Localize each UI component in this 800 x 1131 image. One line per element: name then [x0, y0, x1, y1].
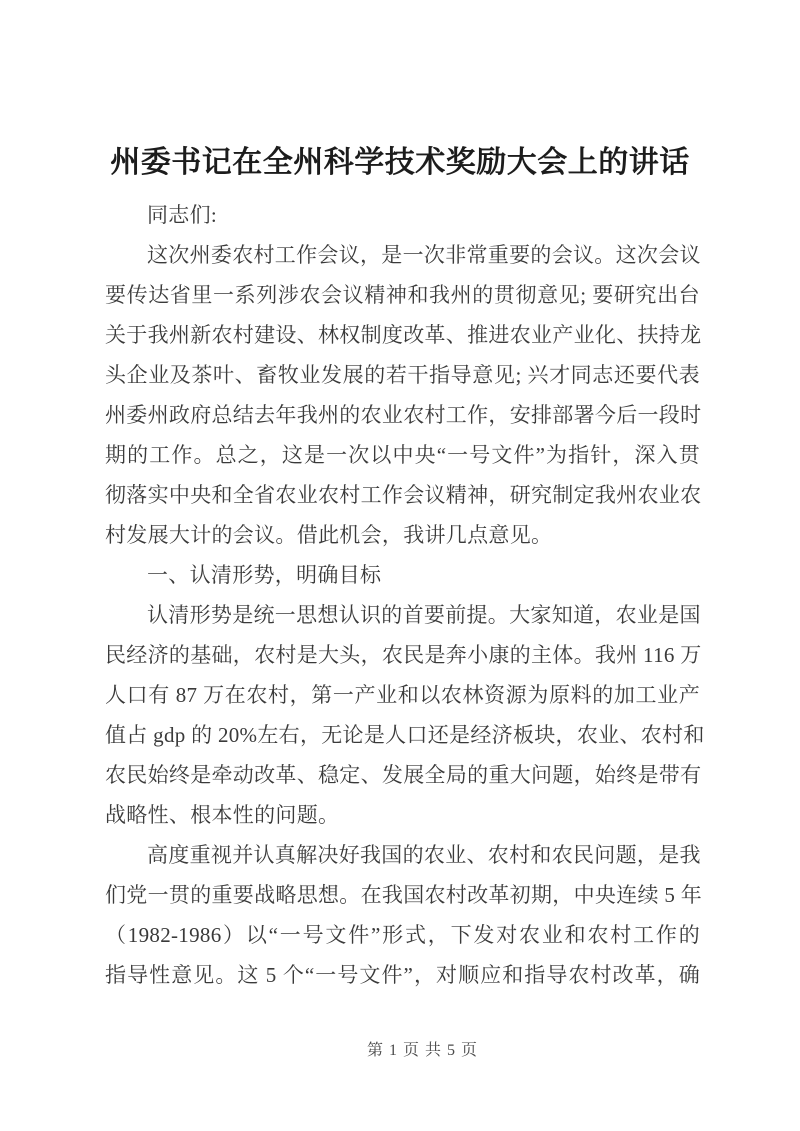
text-line: 要传达省里一系列涉农会议精神和我州的贯彻意见; 要研究出台: [105, 283, 700, 307]
paragraph: [105, 835, 700, 995]
paragraph-salutation: [105, 195, 700, 235]
text-line: 高度重视并认真解决好我国的农业、农村和农民问题，是我: [147, 843, 701, 867]
page-title: 州委书记在全州科学技术奖励大会上的讲话: [110, 146, 690, 179]
text-line: 战略性、根本性的问题。: [105, 803, 340, 827]
text-line: 们党一贯的重要战略思想。在我国农村改革初期，中央连续 5 年: [105, 883, 702, 907]
text-line: 指导性意见。这 5 个“一号文件”，对顺应和指导农村改革，确: [105, 963, 700, 987]
text-line: 人口有 87 万在农村，第一产业和以农林资源为原料的加工业产: [105, 683, 700, 707]
text-line: 关于我州新农村建设、林权制度改革、推进农业产业化、扶持龙: [105, 323, 702, 347]
text-line: 认清形势是统一思想认识的首要前提。大家知道，农业是国: [147, 603, 701, 627]
heading-line: 一、认清形势，明确目标: [147, 563, 382, 587]
text-line: 同志们:: [147, 203, 218, 227]
text-line: 期的工作。总之，这是一次以中央“一号文件”为指针，深入贯: [105, 443, 700, 467]
text-line: 农民始终是牵动改革、稳定、发展全局的重大问题，始终是带有: [105, 763, 702, 787]
paragraph: [105, 595, 705, 835]
section-heading: [105, 555, 700, 595]
page-number-label: 第 1 页 共 5 页: [366, 1042, 478, 1059]
text-line: 值占 gdp 的 20%左右，无论是人口还是经济板块，农业、农村和: [105, 723, 705, 747]
text-line: 州委州政府总结去年我州的农业农村工作，安排部署今后一段时: [105, 403, 702, 427]
text-line: 彻落实中央和全省农业农村工作会议精神，研究制定我州农业农: [105, 483, 702, 507]
document-body: [105, 195, 705, 995]
text-line: 这次州委农村工作会议，是一次非常重要的会议。这次会议: [147, 243, 701, 267]
text-line: 民经济的基础，农村是大头，农民是奔小康的主体。我州 116 万: [105, 643, 702, 667]
paragraph: [105, 235, 700, 555]
text-line: 村发展大计的会议。借此机会，我讲几点意见。: [105, 523, 553, 547]
text-line: （1982-1986）以“一号文件”形式，下发对农业和农村工作的: [105, 923, 700, 947]
page-footer: [0, 1038, 800, 1064]
text-line: 头企业及茶叶、畜牧业发展的若干指导意见; 兴才同志还要代表: [105, 363, 700, 387]
